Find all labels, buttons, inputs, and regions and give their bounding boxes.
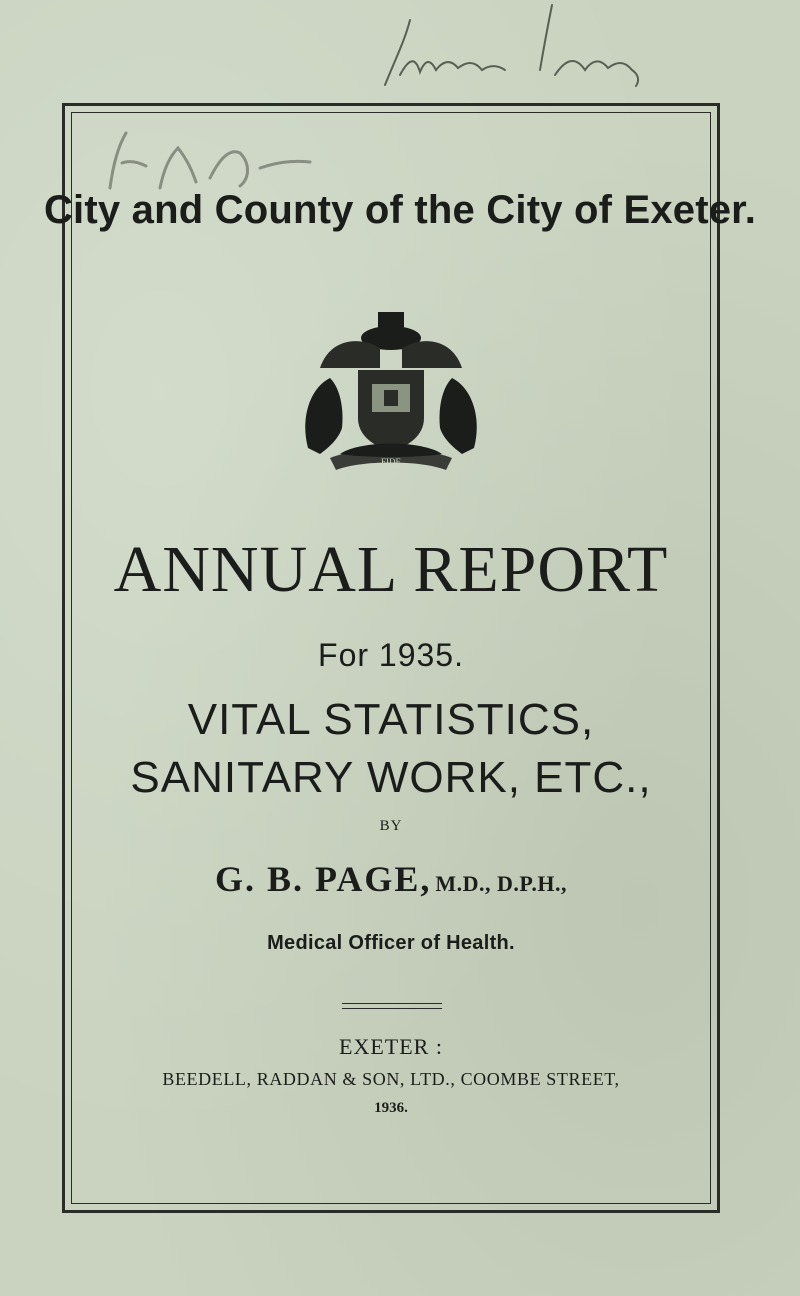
report-subtitle: For 1935. (318, 637, 464, 673)
subject-line-1: VITAL STATISTICS, (187, 695, 595, 744)
pencil-scribble (100, 118, 330, 198)
exeter-coat-of-arms-crest (300, 308, 482, 478)
by-label: BY (379, 818, 403, 834)
publication-year: 1936. (374, 1100, 408, 1116)
author-role: Medical Officer of Health. (267, 932, 515, 954)
author-line (0, 858, 782, 900)
author-name: G. B. PAGE, (215, 859, 432, 899)
crest-motto: FIDE (381, 457, 401, 467)
author-qualifications: M.D., D.P.H., (435, 871, 567, 896)
publication-place: EXETER : (339, 1034, 443, 1059)
printer-name: BEEDELL, RADDAN & SON, LTD., COOMBE STREET, (162, 1069, 620, 1089)
city-heading: City and County of the City of Exeter. (43, 188, 757, 232)
report-title: ANNUAL REPORT (113, 533, 669, 606)
divider-rule-bottom (342, 1008, 442, 1009)
handwritten-annotation (0, 0, 800, 110)
divider-rule-top (342, 1003, 442, 1004)
subject-line-2: SANITARY WORK, ETC., (130, 753, 652, 802)
